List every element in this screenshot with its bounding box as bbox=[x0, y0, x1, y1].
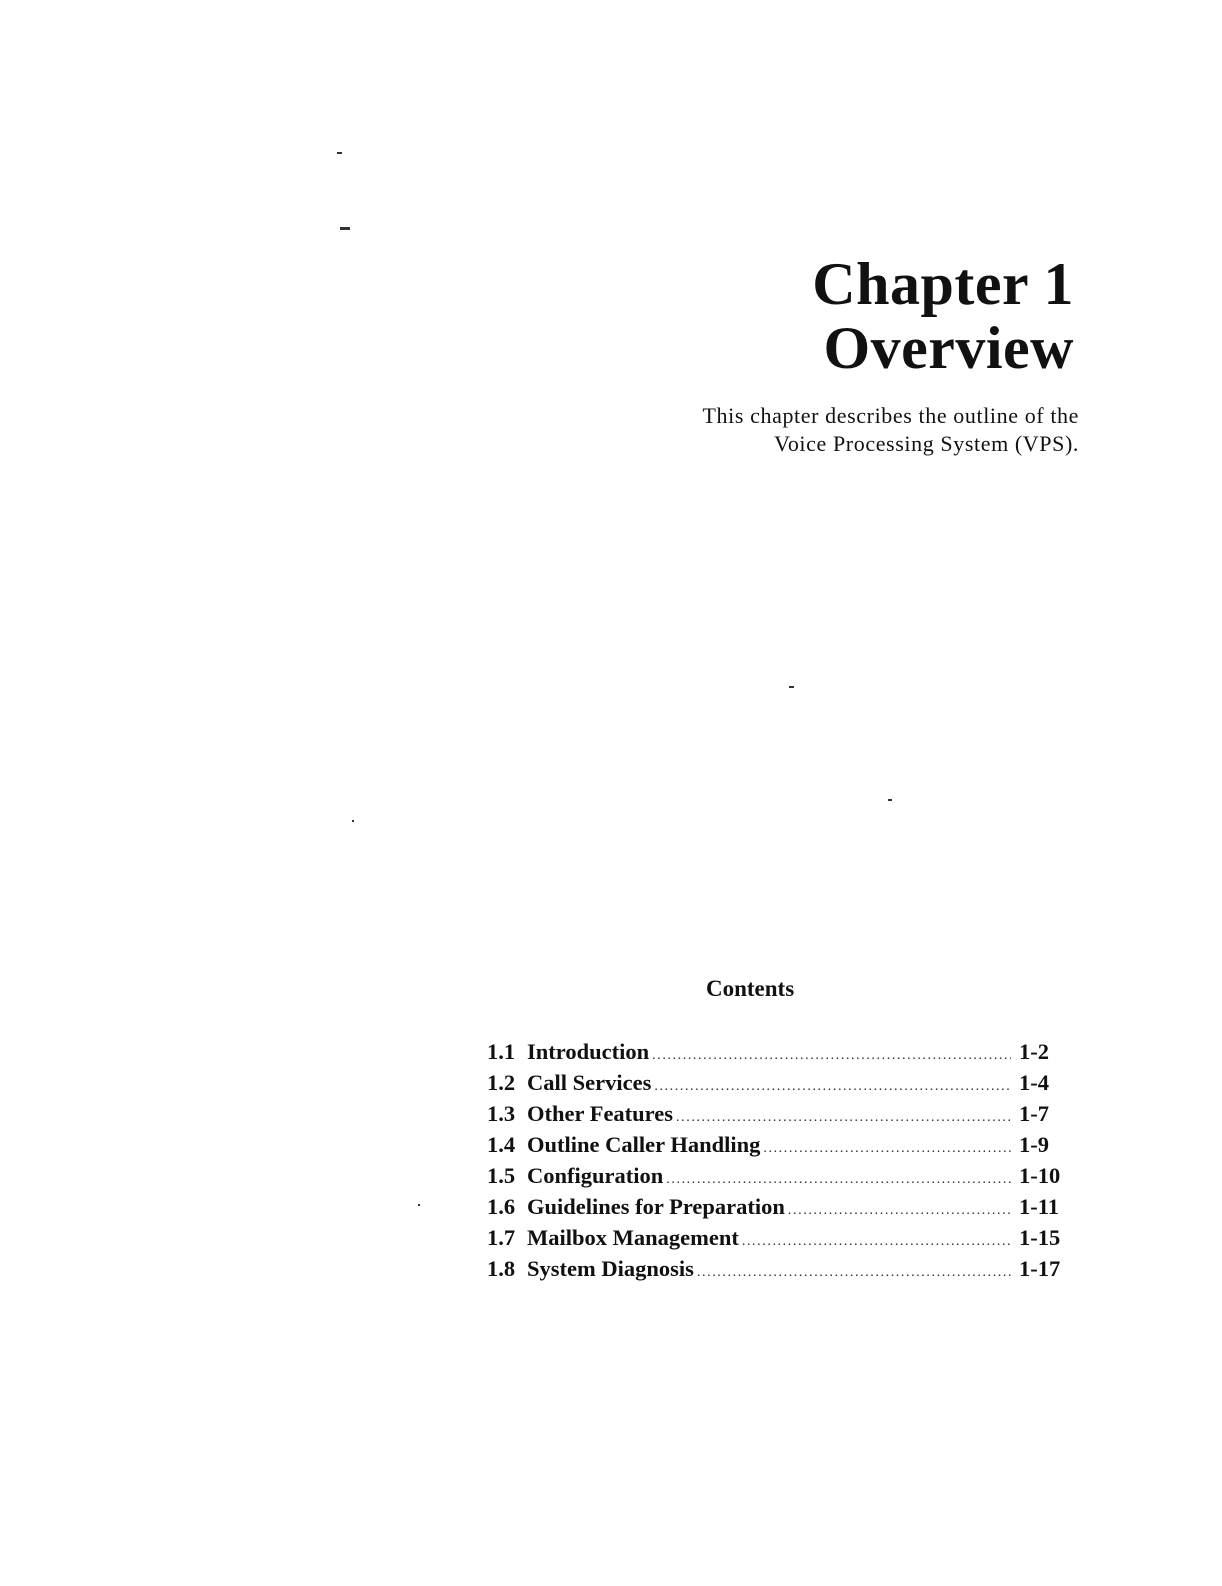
chapter-intro bbox=[703, 402, 1079, 458]
toc-page: 1-15 bbox=[1019, 1225, 1061, 1250]
toc-title: Introduction bbox=[527, 1039, 650, 1064]
toc-entry-mailbox-management[interactable] bbox=[487, 1222, 1067, 1253]
toc-number: 1.2 bbox=[487, 1070, 516, 1095]
toc-number: 1.1 bbox=[487, 1039, 516, 1064]
scan-mark bbox=[418, 1204, 420, 1206]
toc-entry-introduction[interactable] bbox=[487, 1036, 1067, 1067]
toc-number: 1.7 bbox=[487, 1225, 516, 1250]
toc-leader-dots bbox=[697, 1257, 1011, 1288]
toc-entry-system-diagnosis[interactable] bbox=[487, 1253, 1067, 1284]
contents-heading: Contents bbox=[706, 976, 795, 1001]
toc-entry-other-features[interactable] bbox=[487, 1098, 1067, 1129]
toc-page: 1-11 bbox=[1019, 1194, 1060, 1219]
toc-leader-dots bbox=[763, 1133, 1011, 1164]
chapter-number: Chapter 1 bbox=[812, 251, 1074, 317]
toc-entry-call-services[interactable] bbox=[487, 1067, 1067, 1098]
toc-number: 1.6 bbox=[487, 1194, 516, 1219]
intro-line: This chapter describes the outline of the bbox=[702, 403, 1079, 428]
scan-mark bbox=[337, 152, 342, 154]
chapter-heading bbox=[812, 252, 1074, 380]
intro-line: Voice Processing System (VPS). bbox=[774, 431, 1079, 456]
toc-leader-dots bbox=[788, 1195, 1011, 1226]
toc-title: System Diagnosis bbox=[527, 1256, 694, 1281]
toc-leader-dots bbox=[652, 1040, 1011, 1071]
toc-leader-dots bbox=[742, 1226, 1011, 1257]
toc-number: 1.3 bbox=[487, 1101, 516, 1126]
toc-entry-outline-caller-handling[interactable] bbox=[487, 1129, 1067, 1160]
toc-leader-dots bbox=[654, 1071, 1011, 1102]
toc-entry-configuration[interactable] bbox=[487, 1160, 1067, 1191]
toc-title: Other Features bbox=[527, 1101, 674, 1126]
chapter-title: Overview bbox=[823, 315, 1074, 381]
toc-number: 1.4 bbox=[487, 1132, 516, 1157]
toc-title: Call Services bbox=[527, 1070, 652, 1095]
toc-entry-guidelines-for-preparation[interactable] bbox=[487, 1191, 1067, 1222]
toc-number: 1.8 bbox=[487, 1256, 516, 1281]
toc-page: 1-2 bbox=[1019, 1039, 1049, 1064]
toc-page: 1-7 bbox=[1019, 1101, 1049, 1126]
scan-mark bbox=[789, 686, 794, 688]
toc-page: 1-17 bbox=[1019, 1256, 1061, 1281]
toc-title: Outline Caller Handling bbox=[527, 1132, 761, 1157]
toc-page: 1-10 bbox=[1019, 1163, 1061, 1188]
toc-title: Guidelines for Preparation bbox=[527, 1194, 785, 1219]
toc-title: Mailbox Management bbox=[527, 1225, 739, 1250]
scan-mark bbox=[352, 820, 354, 822]
table-of-contents bbox=[487, 1036, 1067, 1284]
toc-number: 1.5 bbox=[487, 1163, 516, 1188]
toc-page: 1-4 bbox=[1019, 1070, 1049, 1095]
toc-title: Configuration bbox=[527, 1163, 664, 1188]
toc-page: 1-9 bbox=[1019, 1132, 1049, 1157]
scan-mark bbox=[888, 799, 892, 801]
scan-mark bbox=[340, 227, 350, 230]
